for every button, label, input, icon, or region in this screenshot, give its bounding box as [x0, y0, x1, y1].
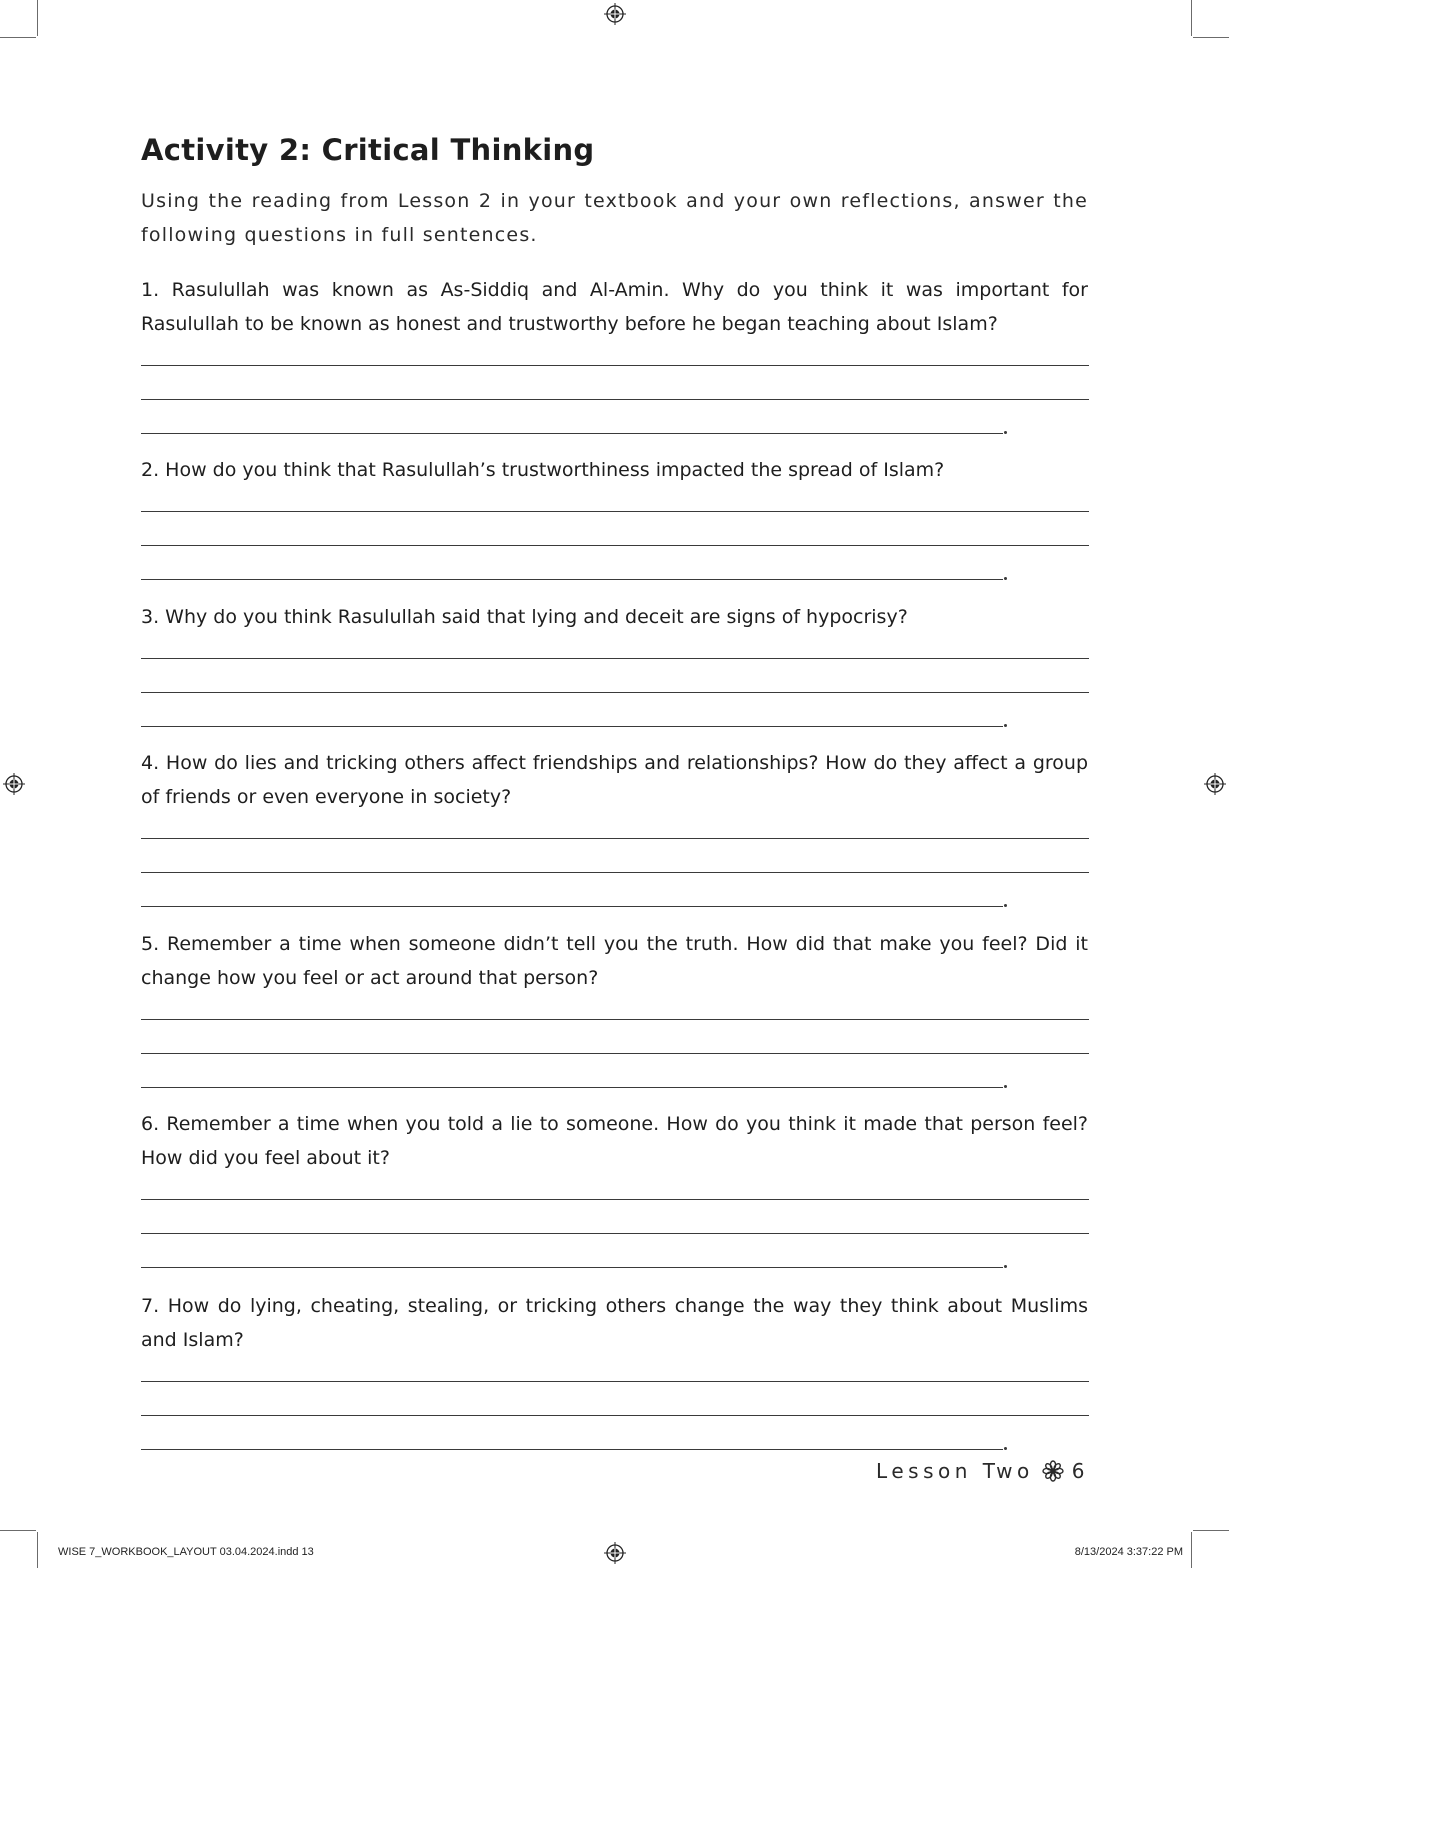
- answer-line[interactable]: [141, 579, 1003, 580]
- answer-line[interactable]: [141, 906, 1003, 907]
- answer-line[interactable]: [141, 433, 1003, 434]
- answer-line[interactable]: [141, 545, 1089, 546]
- answer-line[interactable]: [141, 1019, 1089, 1020]
- crop-mark: [1193, 37, 1229, 38]
- answer-line[interactable]: [141, 1381, 1089, 1382]
- answer-line[interactable]: [141, 1053, 1089, 1054]
- crop-mark: [1193, 1530, 1229, 1531]
- answer-line[interactable]: [141, 1415, 1089, 1416]
- slug-timestamp: 8/13/2024 3:37:22 PM: [1074, 1546, 1183, 1558]
- lesson-label: Lesson Two: [876, 1459, 1034, 1483]
- registration-mark-icon: [3, 773, 25, 795]
- answer-line[interactable]: [141, 1449, 1003, 1450]
- page-number: 6: [1071, 1459, 1089, 1483]
- crop-mark: [1191, 0, 1192, 36]
- answer-line[interactable]: [141, 1199, 1089, 1200]
- period-mark: [1004, 1447, 1007, 1450]
- answer-line[interactable]: [141, 1267, 1003, 1268]
- crop-mark: [0, 1530, 36, 1531]
- period-mark: [1004, 1085, 1007, 1088]
- answer-line[interactable]: [141, 511, 1089, 512]
- question-6-text: 6. Remember a time when you told a lie to someone. How do you think it made that person feel? How did you feel about it?: [141, 1113, 1088, 1169]
- slug-filename: WISE 7_WORKBOOK_LAYOUT 03.04.2024.indd 13: [58, 1546, 314, 1558]
- question-4-text: 4. How do lies and tricking others affect friendships and relationships? How do they affect a group of friends or even everyone in society?: [141, 752, 1088, 808]
- period-mark: [1004, 577, 1007, 580]
- period-mark: [1004, 724, 1007, 727]
- answer-line[interactable]: [141, 1087, 1003, 1088]
- answer-line[interactable]: [141, 692, 1089, 693]
- question-7-text: 7. How do lying, cheating, stealing, or tricking others change the way they think about Muslims and Islam?: [141, 1295, 1088, 1351]
- answer-line[interactable]: [141, 726, 1003, 727]
- period-mark: [1004, 1265, 1007, 1268]
- answer-line[interactable]: [141, 399, 1089, 400]
- period-mark: [1004, 431, 1007, 434]
- crop-mark: [1191, 1532, 1192, 1568]
- activity-heading: Activity 2: Critical Thinking: [141, 133, 595, 167]
- activity-instructions: Using the reading from Lesson 2 in your textbook and your own reflections, answer the following questions in full sentences.: [141, 190, 1088, 246]
- crop-mark: [0, 37, 36, 38]
- registration-mark-icon: [1204, 773, 1226, 795]
- answer-line[interactable]: [141, 365, 1089, 366]
- answer-line[interactable]: [141, 872, 1089, 873]
- answer-line[interactable]: [141, 658, 1089, 659]
- crop-mark: [37, 0, 38, 36]
- page-footer: [876, 1459, 1089, 1483]
- answer-line[interactable]: [141, 838, 1089, 839]
- period-mark: [1004, 904, 1007, 907]
- registration-mark-icon: [604, 3, 626, 25]
- registration-mark-icon: [604, 1542, 626, 1564]
- question-2-text: 2. How do you think that Rasulullah’s trustworthiness impacted the spread of Islam?: [141, 459, 945, 481]
- answer-line[interactable]: [141, 1233, 1089, 1234]
- crop-mark: [37, 1532, 38, 1568]
- question-5-text: 5. Remember a time when someone didn’t tell you the truth. How did that make you feel? Did it change how you feel or act around that person?: [141, 933, 1088, 989]
- flower-icon: [1042, 1460, 1064, 1482]
- question-1-text: 1. Rasulullah was known as As-Siddiq and Al-Amin. Why do you think it was important for Rasulullah to be known as honest and trustworthy before he began teaching about Islam?: [141, 279, 1088, 335]
- question-3-text: 3. Why do you think Rasulullah said that lying and deceit are signs of hypocrisy?: [141, 606, 908, 628]
